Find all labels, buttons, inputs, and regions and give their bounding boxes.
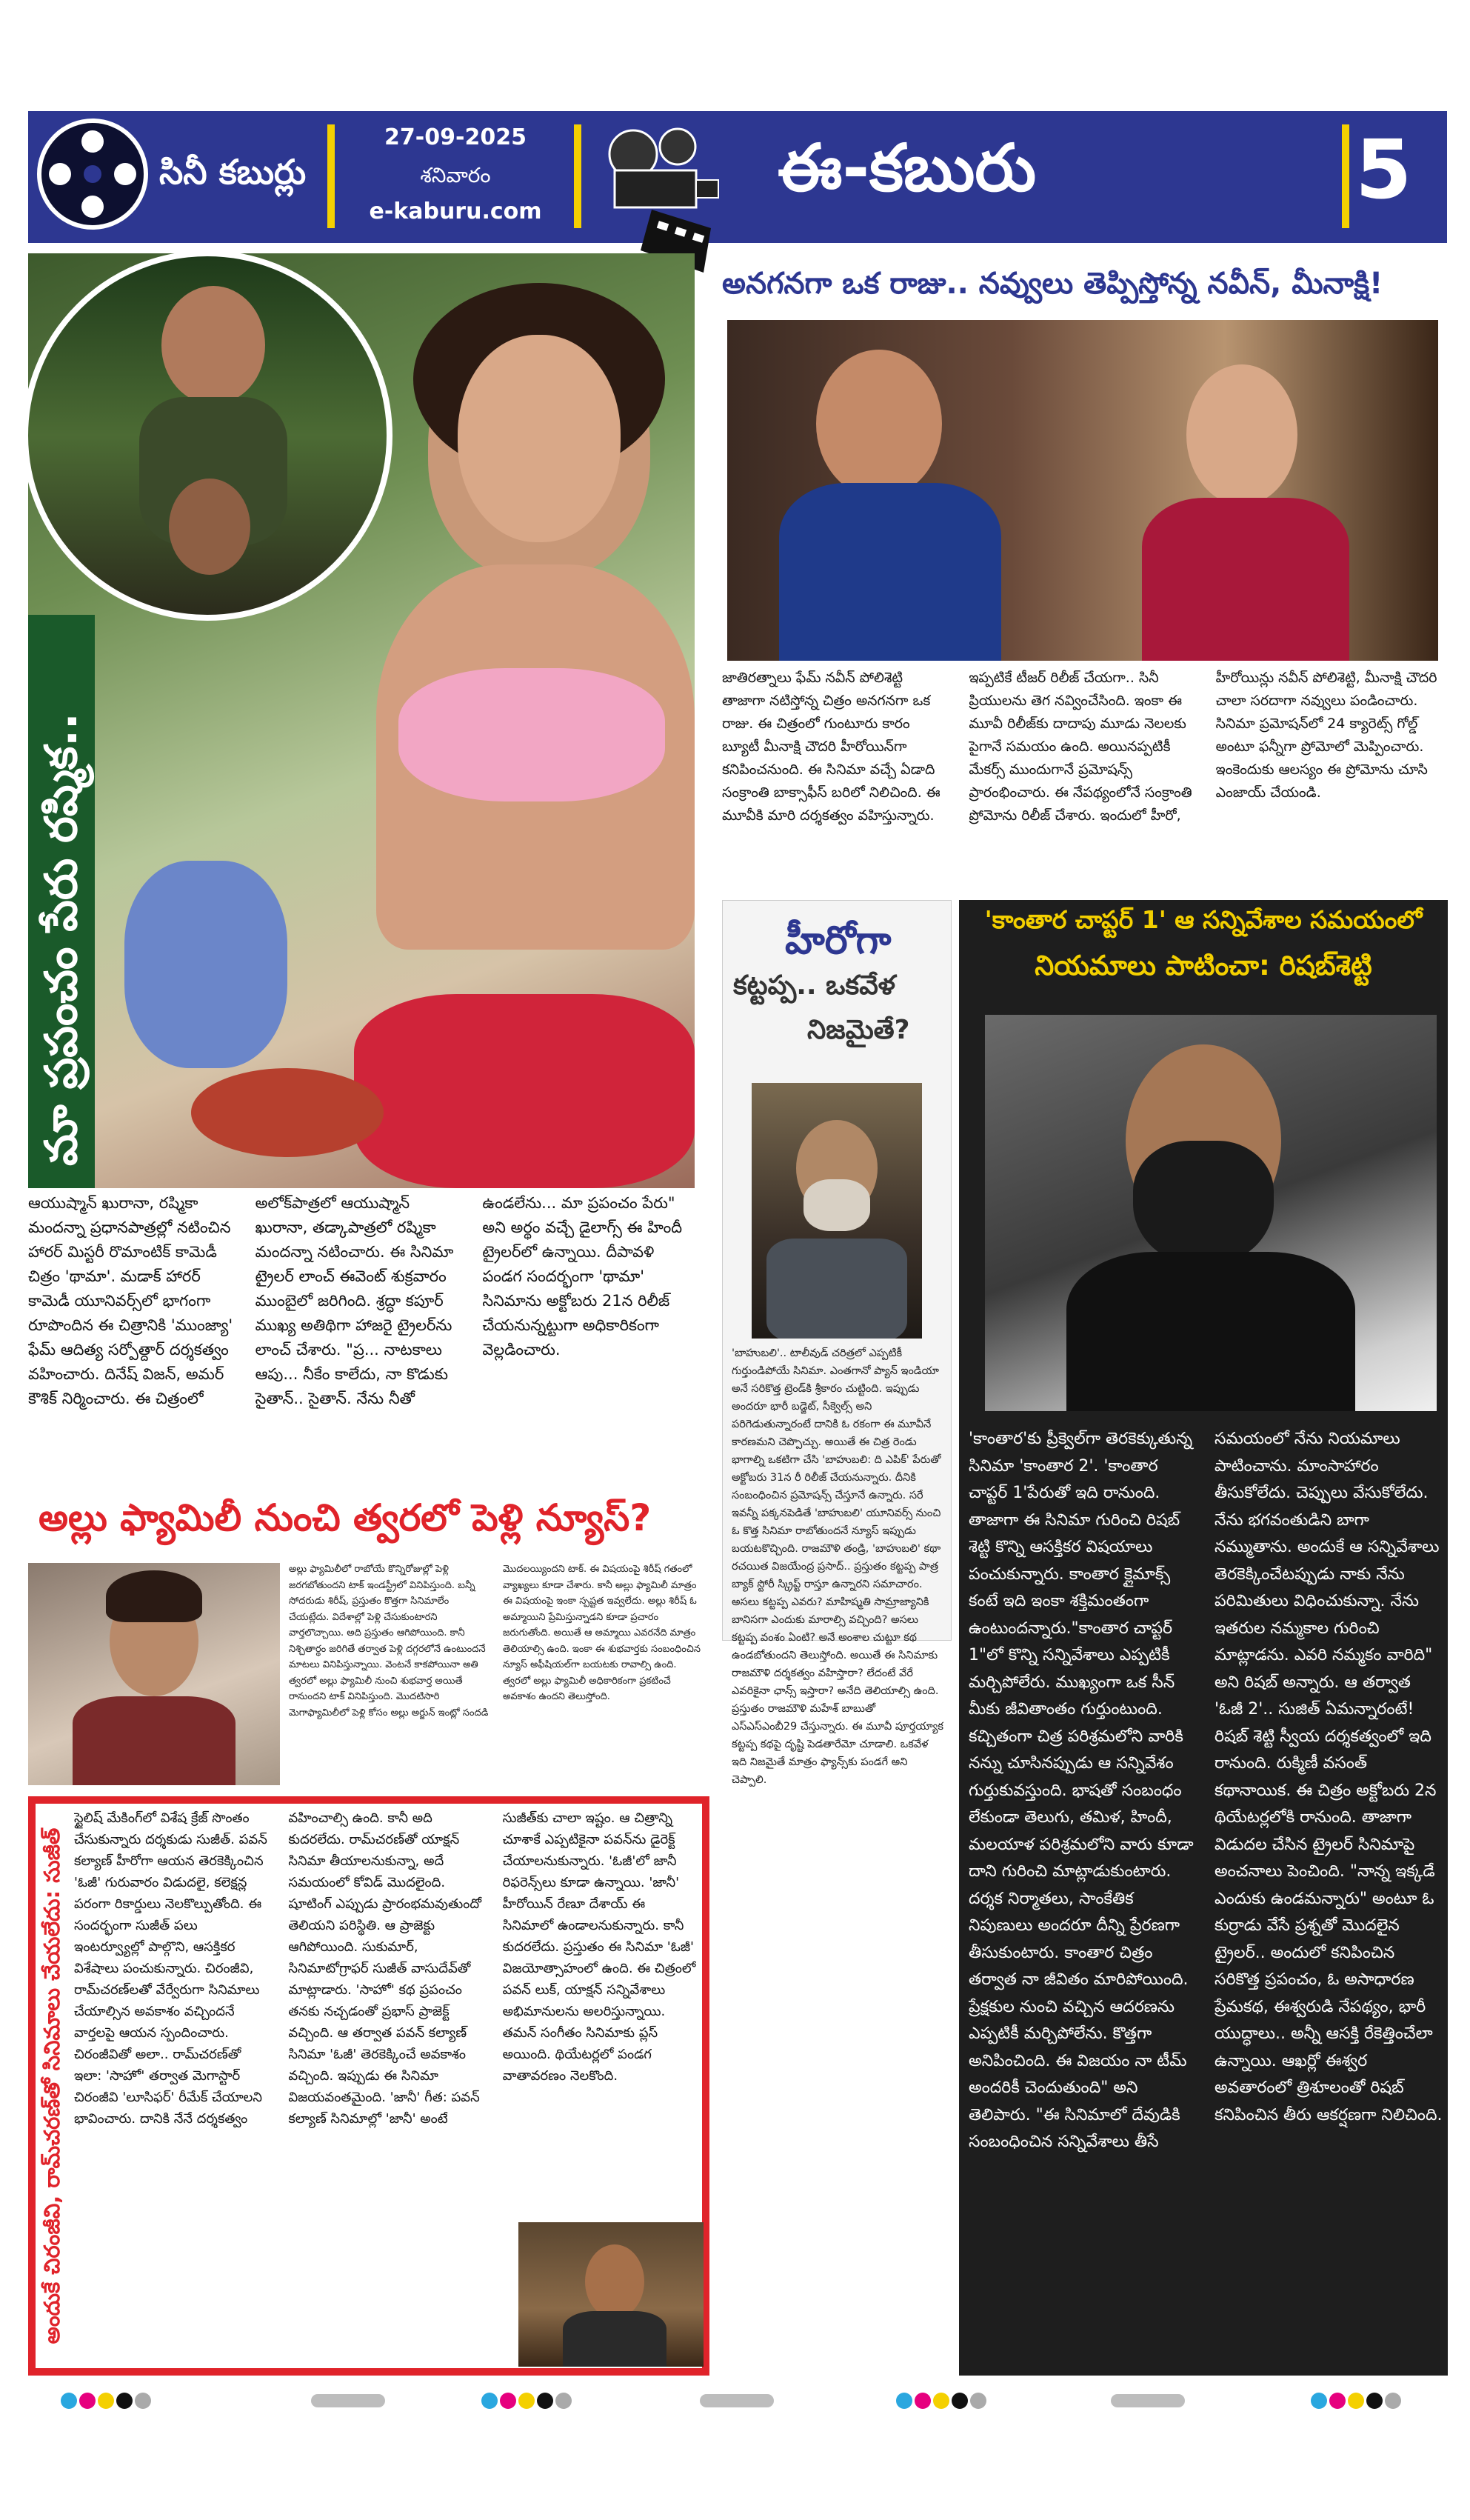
masthead-divider [1342, 124, 1349, 228]
allu-sirish-photo [28, 1563, 280, 1785]
film-reel-icon [37, 119, 148, 230]
kattappa-photo [752, 1083, 922, 1339]
naveen-headline: అనగనగా ఒక రాజు.. నవ్వులు తెప్పిస్తోన్న నవీన్, మీనాక్షి! [722, 267, 1383, 301]
masthead-divider [574, 124, 581, 228]
registration-bar [700, 2394, 774, 2407]
sujeeth-photo [518, 2222, 704, 2367]
registration-marks [61, 2393, 151, 2409]
masthead-divider [327, 124, 335, 228]
naveen-body: జాతిరత్నాలు ఫేమ్ నవీన్ పోలిశెట్టి తాజాగా నటిస్తోన్న చిత్రం అనగనగా ఒక రాజు. ఈ చిత్రంలో గుంటూరు కారం బ్యూటీ మీనాక్షి చౌదరి హీరోయిన్‌గా కనిపించనుంది. ఈ సినిమా వచ్చే ఏడాది సంక్రాంతి బాక్సాఫీస్ బరిలో నిలిచింది. ఈ మూవీకి మారి దర్శకత్వం వహిస్తున్నారు. ఇప్పటికే టీజర్ రిలీజ్ చేయగా.. సినీ ప్రియులను తెగ నవ్వించేసింది. ఇంకా ఈ మూవీ రిలీజ్‌కు దాదాపు మూడు నెలలకు పైగానే సమయం ఉంది. అయినప్పటికీ మేకర్స్ ముందుగానే ప్రమోషన్స్ ప్రారంభించారు. ఈ నేపథ్యంలోనే సంక్రాంతి ప్రోమోను రిలీజ్ చేశారు. ఇందులో హీరో, హీరోయిన్లు నవీన్ పోలిశెట్టి, మీనాక్షి చౌదరి చాలా సరదాగా నవ్వులు పండించారు. సినిమా ప్రమోషన్‌లో 24 క్యారెట్స్ గోల్డ్ అంటూ ఫన్నీగా ప్రోమోలో మెప్పించారు. ఇంకెందుకు ఆలస్యం ఈ ప్రోమోను చూసి ఎంజాయ్ చేయండి. [722, 670, 1437, 824]
issue-date: 27-09-2025 [384, 124, 527, 150]
page-number: 5 [1355, 122, 1412, 217]
website-link[interactable]: e-kaburu.com [369, 199, 542, 224]
issue-day: శనివారం [420, 163, 491, 187]
kattappa-headline-2: కట్టప్ప.. ఒకవేళ [733, 970, 896, 1001]
kattappa-headline-3: నిజమైతే? [807, 1015, 910, 1045]
sujeeth-body: స్టైలిష్ మేకింగ్‌లో విశేష క్రేజ్ సొంతం చేసుకున్నారు దర్శకుడు సుజీత్. పవన్ కల్యాణ్ హీరోగా ఆయన తెరకెక్కించిన 'ఓజీ' గురువారం విడుదలై, కలెక్షన్ల పరంగా రికార్డులు నెలకొల్పుతోంది. ఈ సందర్భంగా సుజీత్ పలు ఇంటర్వ్యూల్లో పాల్గొని, ఆసక్తికర విశేషాలు పంచుకున్నారు. చిరంజీవి, రామ్‌చరణ్‌లతో వేర్వేరుగా సినిమాలు చేయాల్సిన అవకాశం వచ్చిందనే వార్తలపై ఆయన స్పందించారు. చిరంజీవితో అలా.. రామ్‌చరణ్‌తో ఇలా: 'సాహో' తర్వాత మెగాస్టార్ చిరంజీవి 'లూసిఫర్' రీమేక్ చేయాలని భావించారు. దానికి నేనే దర్శకత్వం వహించాల్సి ఉంది. కానీ అది కుదరలేదు. రామ్‌చరణ్‌తో యాక్షన్ సినిమా తీయాలనుకున్నా, అదే సమయంలో కోవిడ్ మొదలైంది. షూటింగ్ ఎప్పుడు ప్రారంభమవుతుందో తెలియని పరిస్థితి. ఆ ప్రాజెక్టు ఆగిపోయింది. సుకుమార్, సినిమాటోగ్రాఫర్ సుజీత్ వాసుదేవ్‌తో మాట్లాడారు. 'సాహో' కథ ప్రపంచం తనకు నచ్చడంతో ప్రభాస్ ప్రాజెక్ట్‌ వచ్చింది. ఆ తర్వాత పవన్ కల్యాణ్ సినిమా 'ఓజీ' తెరకెక్కించే అవకాశం వచ్చింది. ఇప్పుడు ఈ సినిమా విజయవంతమైంది. 'జానీ' గీత: పవన్ కల్యాణ్ సినిమాల్లో 'జానీ' అంటే సుజీత్‌కు చాలా ఇష్టం. ఆ చిత్రాన్ని చూశాకే ఎప్పటికైనా పవన్‌ను డైరెక్ట్ చేయాలనుకున్నారు. 'ఓజీ'లో జానీ రిఫరెన్స్‌లు కూడా ఉన్నాయి. 'జానీ' హీరోయిన్ రేణూ దేశాయ్ ఈ సినిమాలో ఉండాలనుకున్నారు. కానీ కుదరలేదు. ప్రస్తుతం ఈ సినిమా 'ఓజీ' విజయోత్సాహంలో ఉంది. ఈ చిత్రంలో పవన్ లుక్, యాక్షన్ సన్నివేశాలు అభిమానులను అలరిస్తున్నాయి. తమన్ సంగీతం సినిమాకు ప్లస్ అయింది. థియేటర్లలో పండగ వాతావరణం నెలకొంది. [74, 1810, 696, 2127]
registration-marks [1311, 2393, 1401, 2409]
rishab-shetty-photo [985, 1015, 1437, 1411]
section-title: సినీ కబుర్లు [159, 152, 307, 192]
sujeeth-headline: అందుకే చిరంజీవి, రామ్‌చరణ్‌తో సినిమాలు చేయలేదు: సుజీత్ [39, 1827, 64, 2344]
registration-bar [1111, 2394, 1185, 2407]
kattappa-headline-1: హీరోగా [785, 919, 892, 963]
brand-logo: ఈ-కబురు [778, 130, 1037, 206]
kattappa-body: 'బాహుబలి'.. టాలీవుడ్ చరిత్రలో ఎప్పటికీ గుర్తుండిపోయే సినిమా. ఎంతగానో ప్యాన్ ఇండియా అనే సరికొత్త ట్రెండ్‌కి శ్రీకారం చుట్టింది. ఇప్పుడు అందరూ భారీ బడ్జెట్, సీక్వెల్స్ అని పరిగెడుతున్నారంటే దానికి ఓ రకంగా ఈ మూవీనే కారణమని చెప్పొచ్చు. అయితే ఈ చిత్ర రెండు భాగాల్ని ఒకటిగా చేసి 'బాహుబలి: ది ఎపిక్' పేరుతో అక్టోబరు 31న రీ రిలీజ్ చేయనున్నారు. దీనికి సంబంధించిన ప్రమోషన్స్ చేస్తూనే ఉన్నారు. సరే ఇవన్నీ పక్కనపెడితే 'బాహుబలి' యూనివర్స్ నుంచి ఓ కొత్త సినిమా రాబోతుందనే న్యూస్ ఇప్పుడు బయటకొచ్చింది. రాజమౌళి తండ్రి, 'బాహుబలి' కథా రచయిత విజయేంద్ర ప్రసాద్.. ప్రస్తుతం కట్టప్ప పాత్ర బ్యాక్ స్టోరీ స్క్రిప్ట్ రాస్తూ ఉన్నారని సమాచారం. అసలు కట్టప్ప ఎవరు? మాహిష్మతి సామ్రాజ్యానికి బానిసగా ఎందుకు మారాల్సి వచ్చింది? అసలు కట్టప్ప వంశం ఏంటి? అనే అంశాల చుట్టూ కథ ఉండబోతుందని తెలుస్తోంది. అయితే ఈ సినిమాకు రాజమౌళి దర్శకత్వం వహిస్తారా? లేదంటే వేరే ఎవరికైనా ఛాన్స్ ఇస్తారా? అనేది తెలియాల్సి ఉంది. ప్రస్తుతం రాజమౌళి మహేశ్ బాబుతో ఎస్ఎస్ఎంబీ29 చేస్తున్నారు. ఈ మూవీ పూర్తయ్యాక కట్టప్ప కథపై దృష్టి పెడతారేమో చూడాలి. ఒకవేళ ఇది నిజమైతే మాత్రం ఫ్యాన్స్‌కు పండగే అని చెప్పాలి. [732, 1347, 943, 1786]
allu-headline: అల్లు ఫ్యామిలీ నుంచి త్వరలో పెళ్లి న్యూస్? [39, 1496, 652, 1539]
kantara-headline-2: నియమాలు పాటించా: రిషబ్‌శెట్టి [1035, 950, 1372, 981]
registration-marks [896, 2393, 986, 2409]
registration-bar [311, 2394, 385, 2407]
kantara-body: 'కాంతార'కు ప్రీక్వెల్‌గా తెరకెక్కుతున్న సినిమా 'కాంతార 2'. 'కాంతార చాప్టర్ 1'పేరుతో ఇది రానుంది. తాజాగా ఈ సినిమా గురించి రిషబ్ శెట్టి కొన్ని ఆసక్తికర విషయాలు పంచుకున్నారు. కాంతార క్లైమాక్స్ కంటే ఇది ఇంకా శక్తిమంతంగా ఉంటుందన్నారు."కాంతార చాప్టర్ 1"లో కొన్ని సన్నివేశాలు ఎప్పటికీ మర్చిపోలేరు. ముఖ్యంగా ఒక సీన్ మీకు జీవితాంతం గుర్తుంటుంది. కచ్చితంగా చిత్ర పరిశ్రమలోని వారికి నన్ను చూసినప్పుడు ఆ సన్నివేశం గుర్తుకువస్తుంది. భాషతో సంబంధం లేకుండా తెలుగు, తమిళ, హిందీ, మలయాళ పరిశ్రమలోని వారు కూడా దాని గురించి మాట్లాడుకుంటారు. దర్శక నిర్మాతలు, సాంకేతిక నిపుణులు అందరూ దీన్ని ప్రేరణగా తీసుకుంటారు. కాంతార చిత్రం తర్వాత నా జీవితం మారిపోయింది. ప్రేక్షకుల నుంచి వచ్చిన ఆదరణను ఎప్పటికీ మర్చిపోలేను. కొత్తగా అనిపించింది. ఈ విజయం నా టీమ్ అందరికీ చెందుతుంది" అని తెలిపారు. "ఈ సినిమాలో దేవుడికి సంబంధించిన సన్నివేశాలు తీసే సమయంలో నేను నియమాలు పాటించాను. మాంసాహారం తీసుకోలేదు. చెప్పులు వేసుకోలేదు. నేను భగవంతుడిని బాగా నమ్ముతాను. అందుకే ఆ సన్నివేశాలు తెరకెక్కించేటప్పుడు నాకు నేను పరిమితులు విధించుకున్నా. నేను ఇతరుల నమ్మకాల గురించి మాట్లాడను. ఎవరి నమ్మకం వారిది" అని రిషబ్ అన్నారు. ఆ తర్వాత 'ఓజీ 2'.. సుజిత్ ఏమన్నారంటే! రిషబ్ శెట్టి స్వీయ దర్శకత్వంలో ఇది రానుంది. రుక్మిణీ వసంత్ కథానాయిక. ఈ చిత్రం అక్టోబరు 2న థియేటర్లలోకి రానుంది. తాజాగా విడుదల చేసిన ట్రైలర్ సినిమాపై అంచనాలు పెంచింది. "నాన్న ఇక్కడే ఎందుకు ఉండమన్నారు" అంటూ ఓ కుర్రాడు వేసే ప్రశ్నతో మొదలైన ట్రైలర్.. అందులో కనిపించిన సరికొత్త ప్రపంచం, ఓ అసాధారణ ప్రేమకథ, ఈశ్వరుడి నేపథ్యం, భారీ యుద్ధాలు.. అన్నీ ఆసక్తి రేకెత్తించేలా ఉన్నాయి. ఆఖర్లో ఈశ్వర అవతారంలో త్రిశూలంతో రిషబ్ కనిపించిన తీరు ఆకర్షణగా నిలిచింది. [969, 1430, 1443, 2151]
rashmika-body: ఆయుష్మాన్ ఖురానా, రష్మికా మందన్నా ప్రధానపాత్రల్లో నటించిన హారర్ మిస్టరీ రొమాంటిక్ కామెడీ చిత్రం 'థామా'. మడాక్ హారర్ కామెడీ యూనివర్స్‌లో భాగంగా రూపొందిన ఈ చిత్రానికి 'ముంజ్యా' ఫేమ్ ఆదిత్య సర్పోత్దార్ దర్శకత్వం వహించారు. దినేష్ విజన్, అమర్ కౌశిక్ నిర్మించారు. ఈ చిత్రంలో అలోక్‌పాత్రలో ఆయుష్మాన్ ఖురానా, తడ్కాపాత్రలో రష్మికా మందన్నా నటించారు. ఈ సినిమా ట్రైలర్ లాంచ్ ఈవెంట్ శుక్రవారం ముంబైలో జరిగింది. శ్రద్ధా కపూర్ ముఖ్య అతిథిగా హాజరై ట్రైలర్‌ను లాంచ్ చేశారు. "ప్ర... నాటకాలు ఆపు... నీకేం కాలేదు, నా కొడుకు సైతాన్.. సైతాన్. నేను నీతో ఉండలేను... మా ప్రపంచం పేరు" అని అర్థం వచ్చే డైలాగ్స్ ఈ హిందీ ట్రైలర్‌లో ఉన్నాయి. దీపావళి పండగ సందర్భంగా 'థామా' సినిమాను అక్టోబరు 21న రిలీజ్ చేయనున్నట్టుగా అధికారికంగా వెల్లడించారు. [28, 1194, 683, 1407]
rashmika-headline: మా ప్రపంచం పేరు రష్మిక.. [36, 713, 87, 1166]
allu-body: అల్లు ఫ్యామిలీలో రాబోయే కొన్నిరోజుల్లో పెళ్లి జరగబోతుందని టాక్ ఇండస్ట్రీలో వినిపిస్తుంది. బన్నీ సోదరుడు శిరీష్, ప్రస్తుతం కొత్తగా సినిమాలేం చేయట్లేదు. విదేశాల్లో పెళ్లి చేసుకుంటారని వార్తలొచ్చాయి. అది ప్రస్తుతం ఆగిపోయింది. కానీ నిశ్చితార్థం జరిగితే తర్వాత పెళ్లి దగ్గరలోనే ఉంటుందనే మాటలు వినిపిస్తున్నాయి. వెంటనే కాకపోయినా అతి త్వరలో అల్లు ఫ్యామిలీ నుంచి శుభవార్త అయితే రానుందని టాక్ వినిపిస్తుంది. మొదటిసారి మెగాఫ్యామిలీలో పెళ్లి కోసం అల్లు అర్జున్ ఇంట్లో సందడి మొదలయ్యిందని టాక్. ఈ విషయంపై శిరీష్ గతంలో వ్యాఖ్యలు కూడా చేశారు. కానీ అల్లు ఫ్యామిలీ మాత్రం ఈ విషయంపై ఇంకా స్పష్టత ఇవ్వలేదు. అల్లు శిరీష్ ఓ అమ్మాయిని ప్రేమిస్తున్నాడని కూడా ప్రచారం జరుగుతోంది. అయితే ఆ అమ్మాయి ఎవరనేది మాత్రం తెలియాల్సి ఉంది. ఇంకా ఈ శుభవార్తకు సంబంధించిన న్యూస్ అఫీషియల్‌గా బయటకు రావాల్సి ఉంది. త్వరలో అల్లు ఫ్యామిలీ అధికారికంగా ప్రకటించే అవకాశం ఉందని తెలుస్తోంది. [289, 1564, 701, 1719]
registration-marks [481, 2393, 572, 2409]
thama-poster-inset [22, 250, 392, 621]
kantara-headline-1: 'కాంతార చాప్టర్ 1' ఆ సన్నివేశాల సమయంలో [984, 905, 1423, 934]
naveen-meenakshi-photo [727, 320, 1438, 661]
